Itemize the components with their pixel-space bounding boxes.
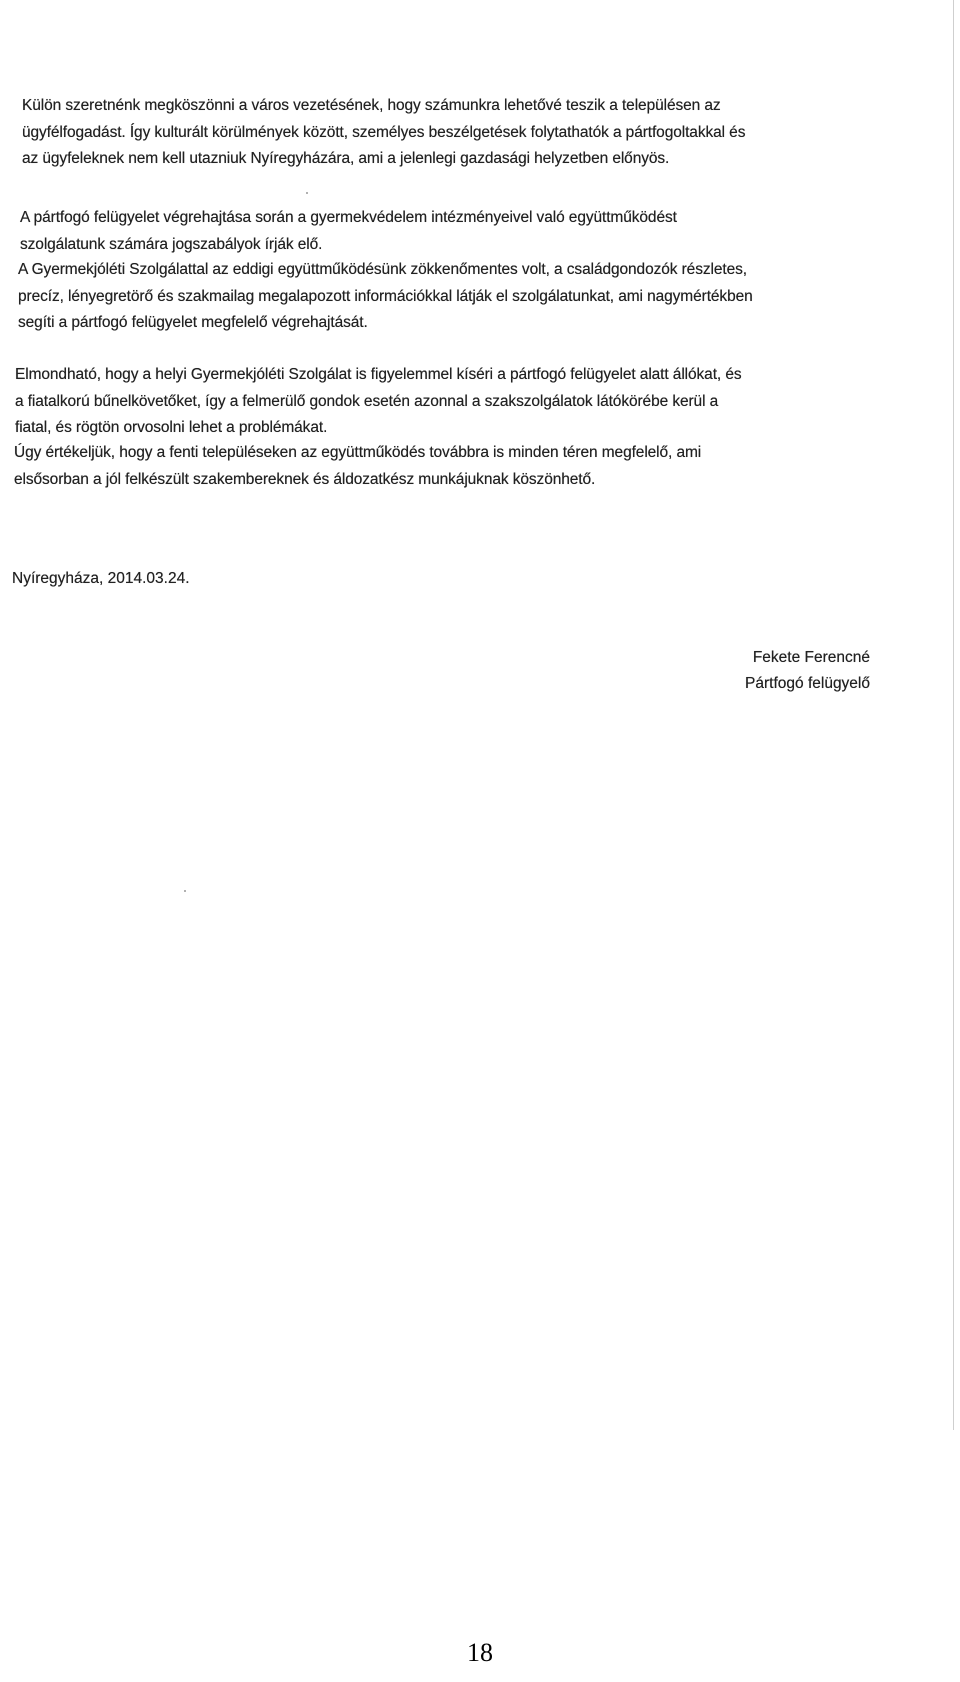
paragraph-monitoring [15, 362, 895, 442]
text-line: segíti a pártfogó felügyelet megfelelő végrehajtását. [18, 314, 368, 331]
text-line: Külön szeretnénk megköszönni a város vezetésének, hogy számunkra lehetővé teszik a településen az [22, 97, 721, 114]
page-number: 18 [467, 1638, 493, 1667]
text-line: ügyfélfogadást. Így kulturált körülmények között, személyes beszélgetések folytathatók a pártfogoltakkal és [22, 123, 746, 141]
paragraph-cooperation [18, 257, 898, 337]
text-line: az ügyfeleknek nem kell utazniuk Nyíregyházára, ami a jelenlegi gazdasági helyzetben előnyös. [22, 150, 670, 167]
text-line: elsősorban a jól felkészült szakembereknek és áldozatkész munkájuknak köszönhető. [14, 470, 596, 488]
date-line: Nyíregyháza, 2014.03.24. [12, 570, 190, 587]
signature-block [690, 645, 870, 697]
paragraph-evaluation [14, 440, 894, 493]
scan-speck [306, 192, 308, 194]
text-line: Úgy értékeljük, hogy a fenti településeken az együttműködés továbbra is minden téren megfelelő, ami [14, 444, 702, 461]
text-line: a fiatalkorú bűnelkövetőket, így a felmerülő gondok esetén azonnal a szakszolgálatok látókörébe kerül a [15, 392, 719, 410]
text-line: A pártfogó felügyelet végrehajtása során a gyermekvédelem intézményeivel való együttműködést [20, 209, 677, 226]
signatory-title: Pártfogó felügyelő [745, 675, 870, 692]
scan-edge-line [953, 0, 954, 1430]
text-line: fiatal, és rögtön orvosolni lehet a problémákat. [15, 419, 328, 436]
text-line: szolgálatunk számára jogszabályok írják elő. [20, 235, 323, 253]
text-line: Elmondható, hogy a helyi Gyermekjóléti Szolgálat is figyelemmel kíséri a pártfogó felügyelet alatt állókat, és [15, 366, 742, 383]
text-line: precíz, lényegretörő és szakmailag megalapozott információkkal látják el szolgálatunkat, ami nagymértékben [18, 287, 753, 305]
text-line: A Gyermekjóléti Szolgálattal az eddigi együttműködésünk zökkenőmentes volt, a családgondozók részletes, [18, 261, 747, 278]
signatory-name: Fekete Ferencné [752, 649, 870, 666]
paragraph-thanks [22, 93, 902, 173]
paragraph-legal-requirement [20, 205, 900, 258]
scan-speck [184, 890, 186, 892]
